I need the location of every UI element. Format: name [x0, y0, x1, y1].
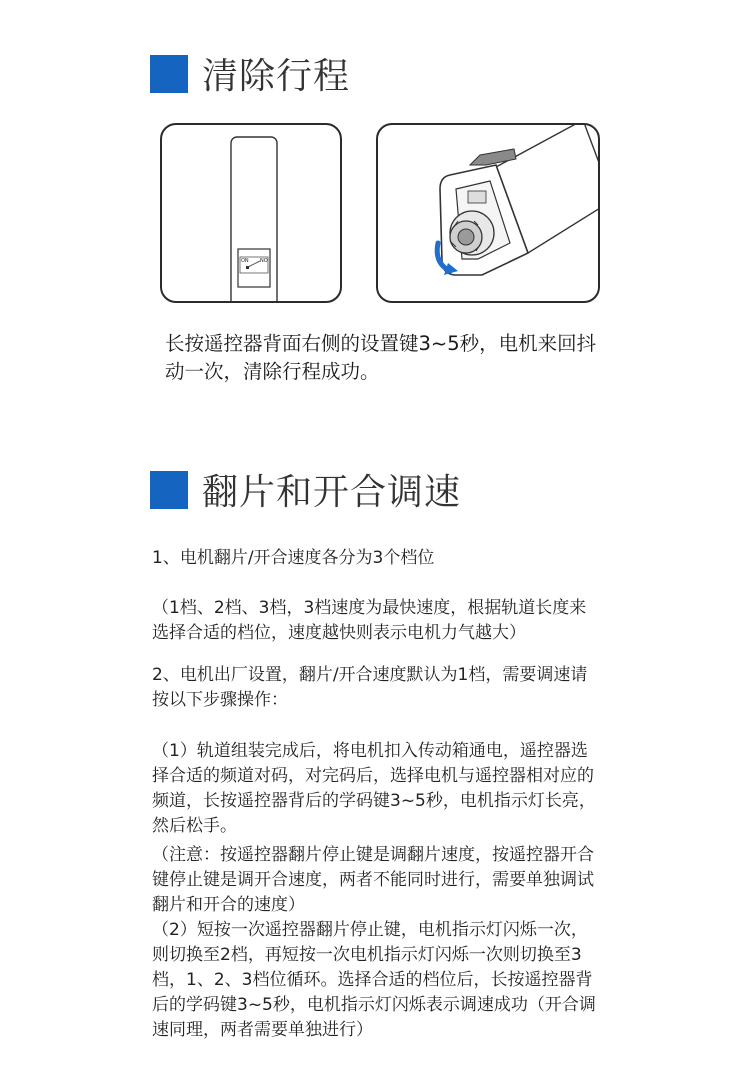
section-title: 翻片和开合调速 — [202, 472, 462, 513]
section-heading-speed-adjust — [150, 464, 461, 515]
clear-travel-description: 长按遥控器背面右侧的设置键3~5秒，电机来回抖动一次，清除行程成功。 — [165, 332, 597, 383]
paragraph-speed-levels: 1、电机翻片/开合速度各分为3个档位 — [152, 548, 435, 568]
paragraph-speed-note: （1档、2档、3档，3档速度为最快速度，根据轨道长度来选择合适的档位，速度越快则表示电机力气越大） — [152, 598, 587, 643]
paragraph-step-2: （2）短按一次遥控器翻片停止键，电机指示灯闪烁一次，则切换至2档，再短按一次电机指示灯闪烁一次则切换至3档，1、2、3档位循环。选择合适的档位后，长按遥控器背后的学码键3~5秒，电机指示灯闪烁表示调速成功（开合调速同理，两者需要单独进行） — [152, 920, 596, 1040]
section-heading-clear-travel — [150, 48, 350, 99]
motor-illustration — [376, 123, 600, 303]
paragraph-step-1: （1）轨道组装完成后，将电机扣入传动箱通电，遥控器选择合适的频道对码，对完码后，选择电机与遥控器相对应的频道，长按遥控器背后的学码键3~5秒，电机指示灯长亮，然后松手。 — [152, 741, 596, 836]
paragraph-caution: （注意：按遥控器翻片停止键是调翻片速度，按遥控器开合键停止键是调开合速度，两者不能同时进行，需要单独调试翻片和开合的速度） — [152, 845, 594, 915]
heading-marker — [150, 55, 188, 93]
remote-switch-on-label: ON — [241, 258, 249, 264]
section-title: 清除行程 — [202, 56, 351, 97]
heading-marker — [150, 471, 188, 509]
paragraph-factory-setting: 2、电机出厂设置，翻片/开合速度默认为1档，需要调速请按以下步骤操作： — [152, 665, 588, 710]
remote-back-illustration — [160, 123, 342, 303]
remote-switch-no-label: NO — [260, 258, 268, 264]
